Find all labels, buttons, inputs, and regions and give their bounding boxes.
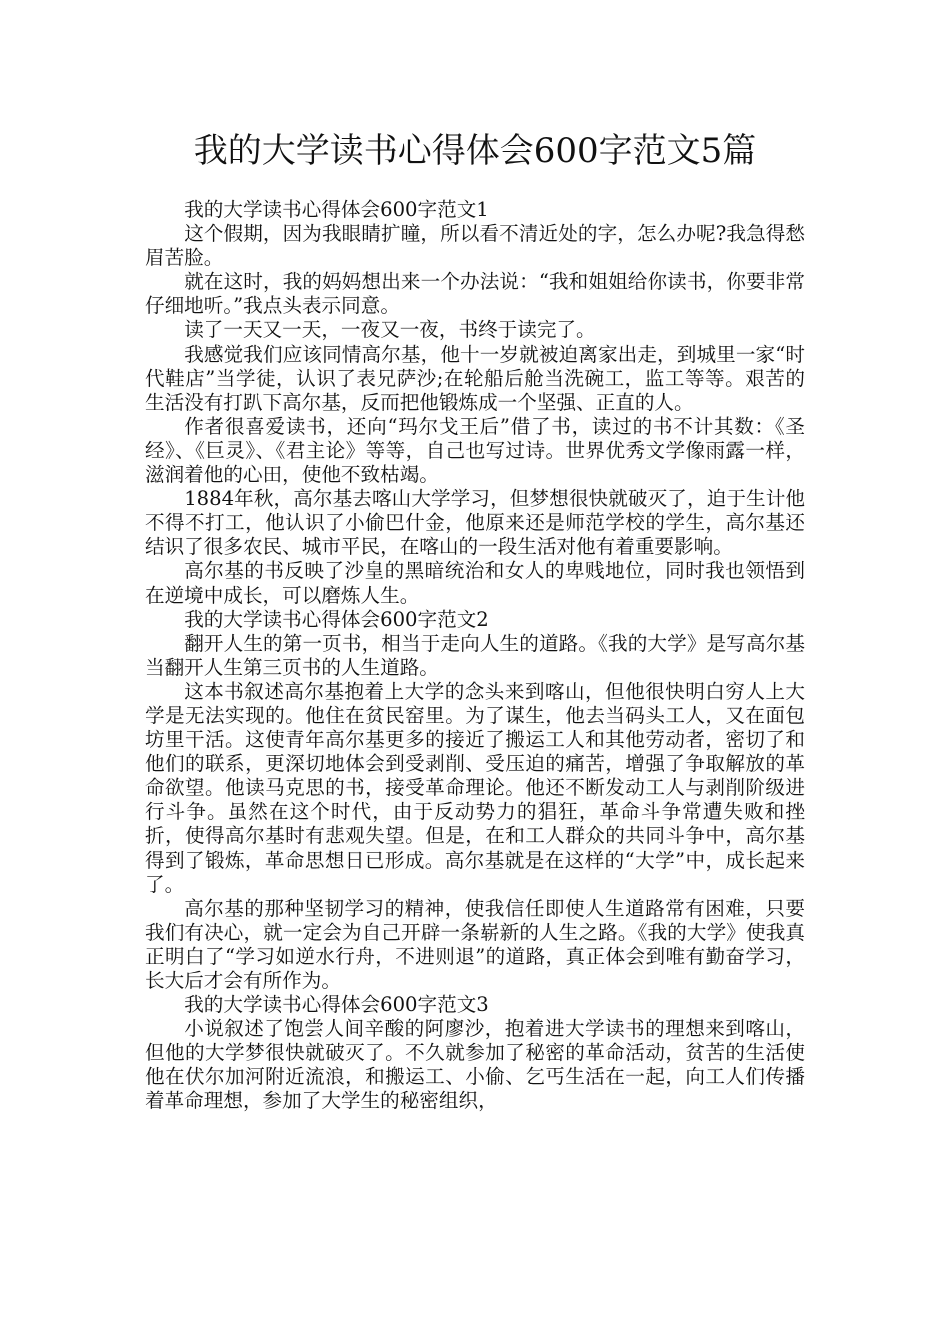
section-heading-1: 我的大学读书心得体会600字范文1 — [184, 198, 489, 221]
paragraph: 翻开人生的第一页书，相当于走向人生的道路。《我的大学》是写高尔基当翻开人生第三页书的人生道路。 — [145, 631, 805, 679]
paragraph: 高尔基的那种坚韧学习的精神，使我信任即使人生道路常有困难，只要我们有决心，就一定会为自己开辟一条崭新的人生之路。《我的大学》使我真正明白了“学习如逆水行舟，不进则退”的道路，真正体会到唯有勤奋学习，长大后才会有所作为。 — [145, 896, 805, 992]
paragraph: 这本书叙述高尔基抱着上大学的念头来到喀山，但他很快明白穷人上大学是无法实现的。他住在贫民窑里。为了谋生，他去当码头工人，又在面包坊里干活。这使青年高尔基更多的接近了搬运工人和其他劳动者，密切了和他们的联系，更深切地体会到受剥削、受压迫的痛苦，增强了争取解放的革命欲望。他读马克思的书，接受革命理论。他还不断发动工人与剥削阶级进行斗争。虽然在这个时代，由于反动势力的猖狂，革命斗争常遭失败和挫折，使得高尔基时有悲观失望。但是，在和工人群众的共同斗争中，高尔基得到了锻炼，革命思想日已形成。高尔基就是在这样的“大学”中，成长起来了。 — [145, 679, 805, 896]
document-body — [145, 198, 805, 1114]
paragraph: 小说叙述了饱尝人间辛酸的阿廖沙，抱着进大学读书的理想来到喀山，但他的大学梦很快就破灭了。不久就参加了秘密的革命活动，贫苦的生活使他在伏尔加河附近流浪，和搬运工、小偷、乞丐生活在一起，向工人们传播着革命理想，参加了大学生的秘密组织， — [145, 1017, 805, 1113]
section-heading-3: 我的大学读书心得体会600字范文3 — [184, 993, 489, 1017]
paragraph: 就在这时，我的妈妈想出来一个办法说：“我和姐姐给你读书，你要非常仔细地听。”我点头表示同意。 — [145, 270, 805, 318]
paragraph: 作者很喜爱读书，还向“玛尔戈王后”借了书，读过的书不计其数：《圣经》、《巨灵》、《君主论》等等，自己也写过诗。世界优秀文学像雨露一样，滋润着他的心田，使他不致枯竭。 — [145, 414, 805, 487]
document-title: 我的大学读书心得体会600字范文5篇 — [193, 131, 757, 171]
section-heading-2: 我的大学读书心得体会600字范文2 — [184, 607, 489, 631]
paragraph: 读了一天又一天，一夜又一夜，书终于读完了。 — [184, 318, 596, 342]
paragraph: 高尔基的书反映了沙皇的黑暗统治和女人的卑贱地位，同时我也领悟到在逆境中成长，可以磨炼人生。 — [145, 559, 805, 607]
paragraph: 1884年秋，高尔基去喀山大学学习，但梦想很快就破灭了，迫于生计他不得不打工，他认识了小偷巴什金，他原来还是师范学校的学生，高尔基还结识了很多农民、城市平民，在喀山的一段生活对他有着重要影响。 — [145, 487, 805, 559]
paragraph: 这个假期，因为我眼睛扩瞳，所以看不清近处的字，怎么办呢?我急得愁眉苦脸。 — [145, 222, 805, 270]
paragraph: 我感觉我们应该同情高尔基，他十一岁就被迫离家出走，到城里一家“时代鞋店”当学徒，认识了表兄萨沙;在轮船后舱当洗碗工，监工等等。艰苦的生活没有打趴下高尔基，反而把他锻炼成一个坚强、正直的人。 — [145, 342, 805, 414]
